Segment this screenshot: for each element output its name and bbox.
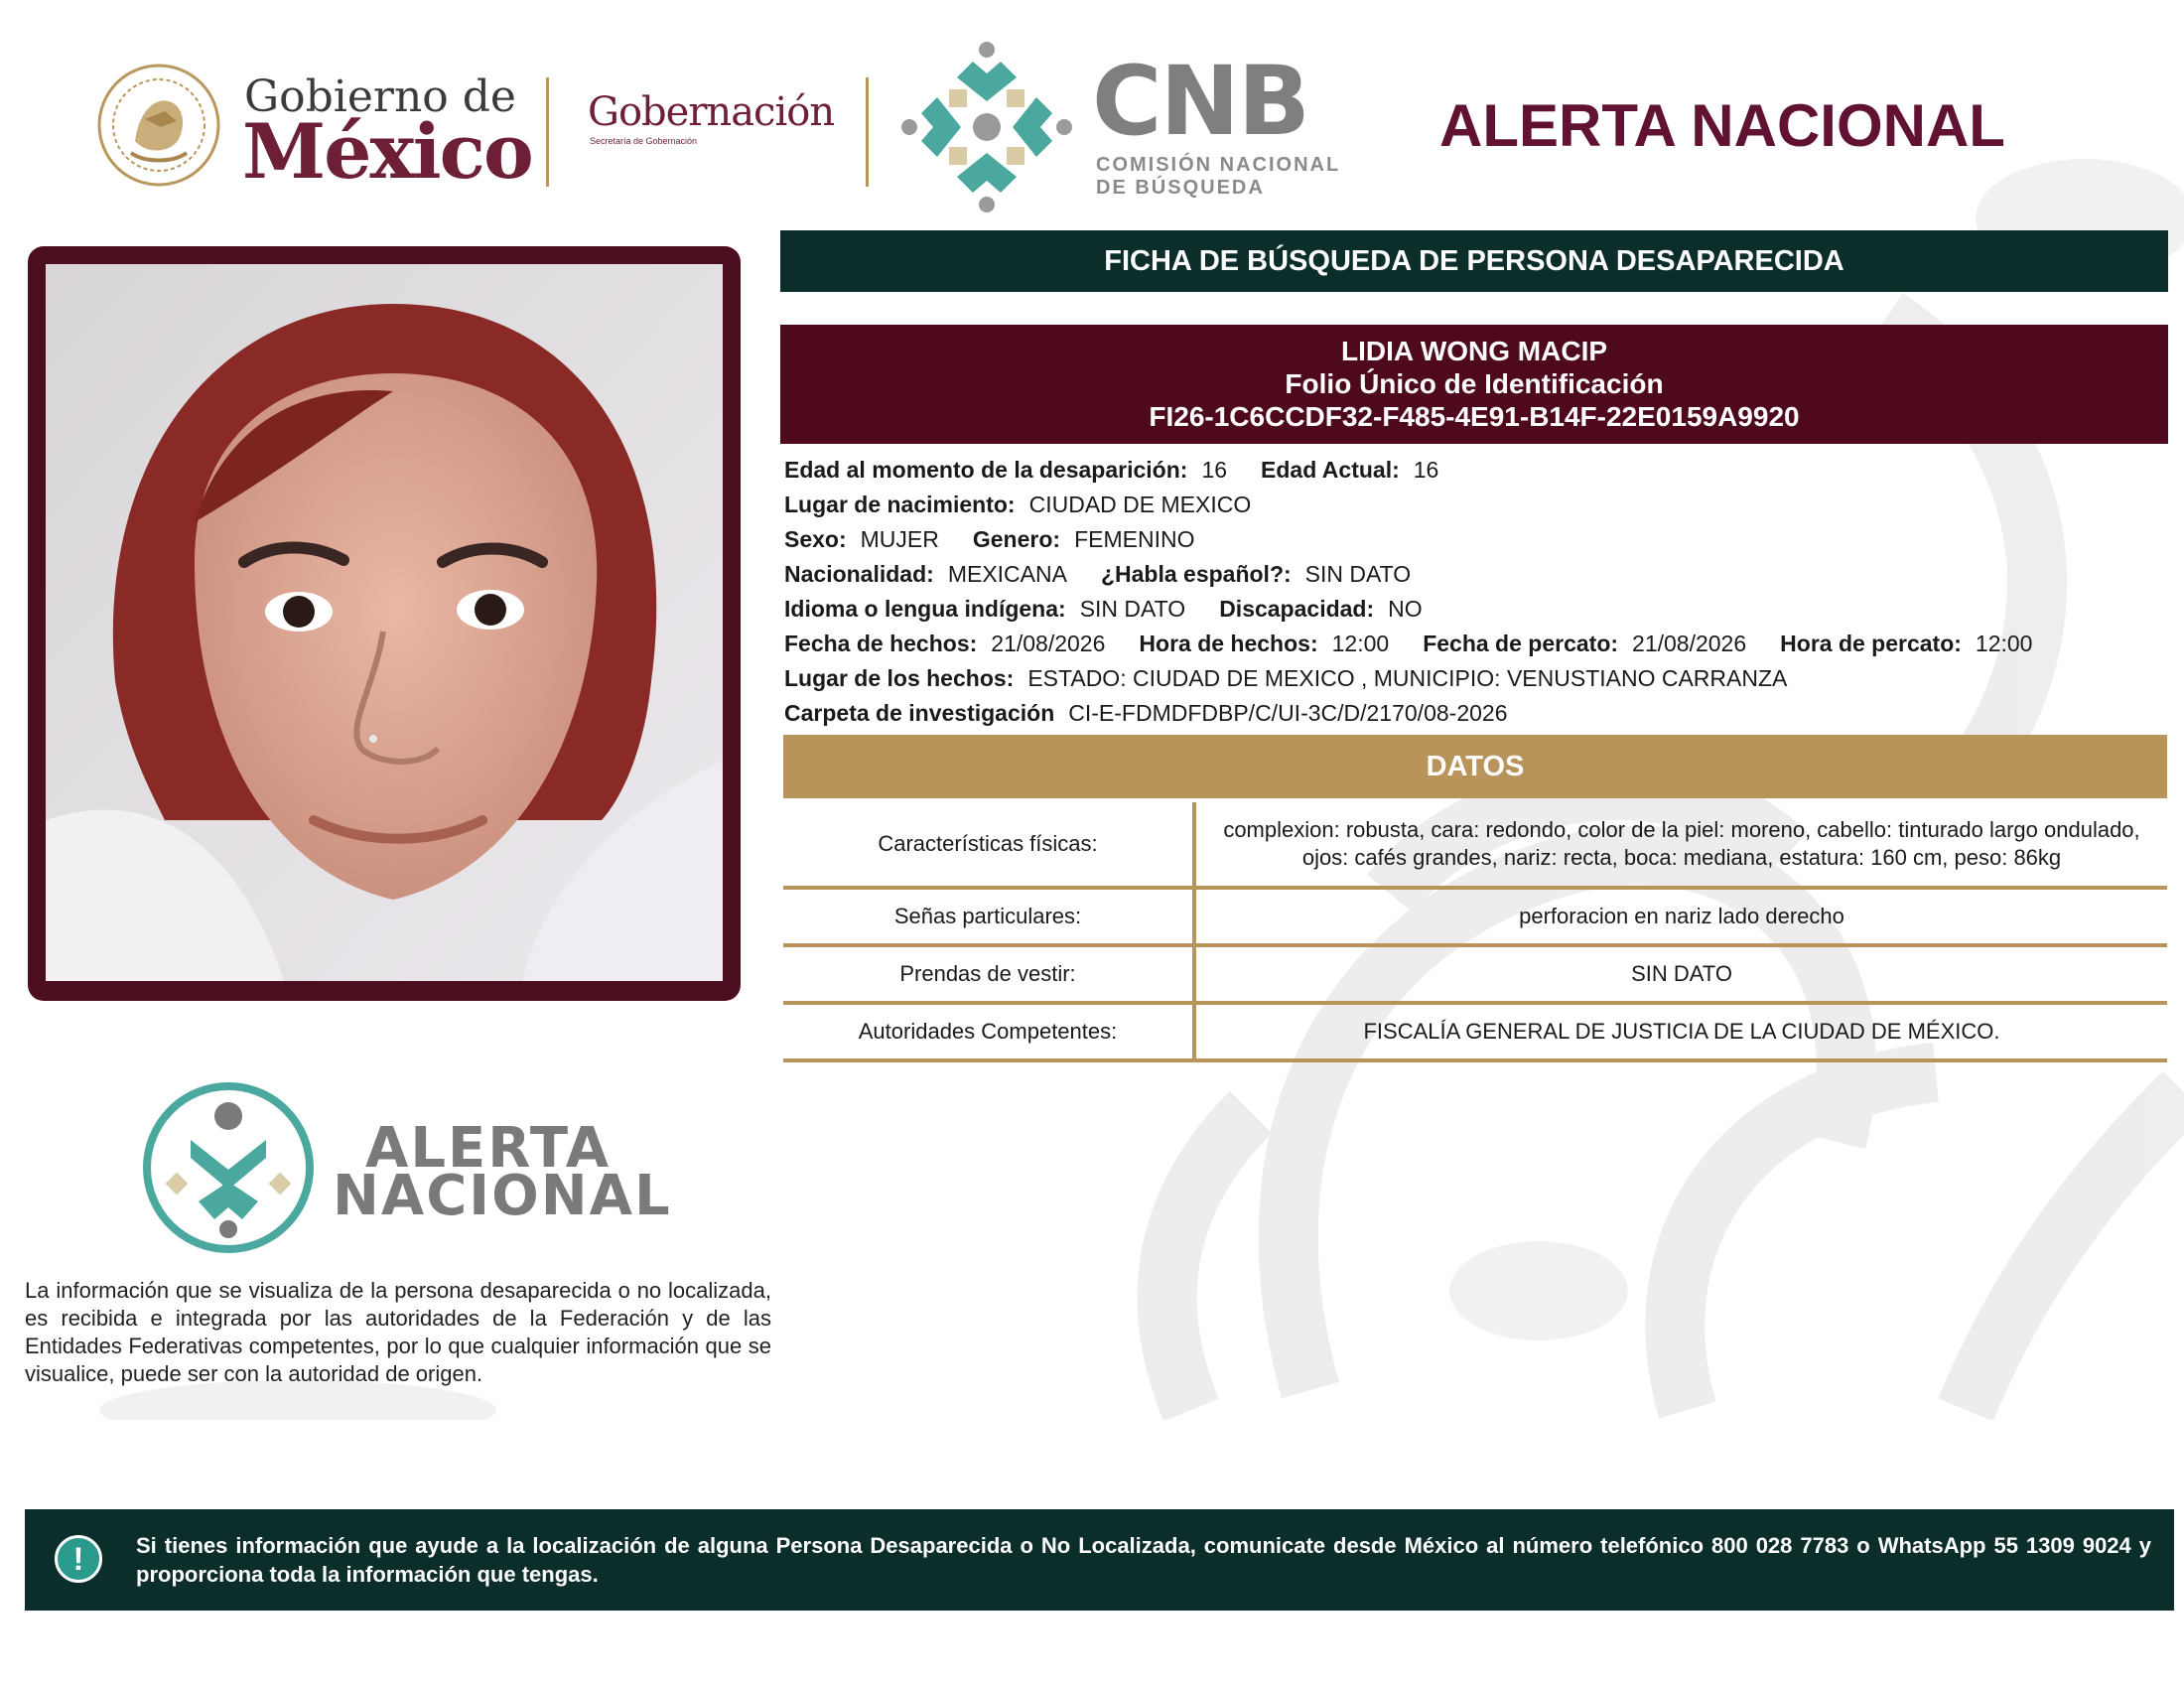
- table-row: [783, 890, 2167, 947]
- table-row: [783, 947, 2167, 1005]
- gobierno-de-mexico-logo: [95, 58, 532, 197]
- datos-title-bar: DATOS: [783, 735, 2167, 798]
- datos-value: perforacion en nariz lado derecho: [1519, 904, 1844, 928]
- escudo-nacional-icon: [95, 62, 222, 189]
- datos-value: complexion: robusta, cara: redondo, color de la piel: moreno, cabello: tinturado largo ondulado, ojos: cafés grandes, nariz: recta, boca: mediana, estatura: 160 cm, peso: 86kg: [1223, 817, 2140, 870]
- table-row: [783, 1005, 2167, 1062]
- datos-label: Señas particulares:: [783, 890, 1196, 943]
- cnb-subtitle-2: DE BÚSQUEDA: [1096, 177, 1265, 199]
- datos-label: Prendas de vestir:: [783, 947, 1196, 1001]
- cnb-subtitle-1: COMISIÓN NACIONAL: [1096, 154, 1341, 176]
- alerta-logo-line2: NACIONAL: [333, 1164, 672, 1228]
- header-divider: [546, 77, 549, 187]
- cnb-wordmark: CNB: [1092, 46, 1308, 157]
- header-divider: [866, 77, 869, 187]
- datos-value: SIN DATO: [1631, 961, 1732, 986]
- detail-row-edad: Edad al momento de la desaparición: 16 Edad Actual: 16: [784, 457, 1439, 483]
- detail-row-carpeta: Carpeta de investigación CI-E-FDMDFDBP/C/UI-3C/D/2170/08-2026: [784, 700, 1508, 726]
- person-name: LIDIA WONG MACIP: [1340, 336, 1608, 366]
- datos-table: [783, 802, 2167, 1062]
- exclamation-icon: !: [55, 1535, 102, 1583]
- ficha-title-bar: FICHA DE BÚSQUEDA DE PERSONA DESAPARECIDA: [780, 230, 2168, 292]
- folio-value: FI26-1C6CCDF32-F485-4E91-B14F-22E0159A9920: [1149, 401, 1800, 432]
- detail-row-nacimiento: Lugar de nacimiento: CIUDAD DE MEXICO: [784, 492, 1252, 517]
- disclaimer-text: La información que se visualiza de la persona desaparecida o no localizada, es recibida e integrada por las autoridades de la Federación y de las Entidades Federativas competentes, por lo que cualquier información que se visualice, puede ser con la autoridad de origen.: [25, 1278, 771, 1386]
- cnb-emblem-icon: [897, 38, 1076, 216]
- gobierno-label: Gobierno de: [244, 71, 516, 122]
- alerta-nacional-title: ALERTA NACIONAL: [1439, 92, 2005, 159]
- alerta-logo-line1: ALERTA: [365, 1116, 612, 1181]
- datos-label: Autoridades Competentes:: [783, 1005, 1196, 1058]
- mexico-label: México: [242, 107, 532, 196]
- folio-label: Folio Único de Identificación: [1285, 368, 1664, 399]
- detail-row-sexo: Sexo: MUJER Genero: FEMENINO: [784, 526, 1195, 552]
- detail-row-idioma: Idioma o lengua indígena: SIN DATO Discapacidad: NO: [784, 596, 1423, 622]
- datos-value: FISCALÍA GENERAL DE JUSTICIA DE LA CIUDAD DE MÉXICO.: [1363, 1019, 2000, 1044]
- gobernacion-sub: Secretaría de Gobernación: [590, 136, 698, 146]
- datos-label: Características físicas:: [783, 802, 1196, 886]
- person-photo: [46, 264, 723, 981]
- footer-text: Si tienes información que ayude a la localización de alguna Persona Desaparecida o No Localizada, comunicate desde México al número telefónico 800 028 7783 o WhatsApp 55 1309 9024 y proporciona toda la información que tengas.: [136, 1533, 2151, 1587]
- detail-row-nacionalidad: Nacionalidad: MEXICANA ¿Habla español?: SIN DATO: [784, 561, 1412, 587]
- detail-row-lugar-hechos: Lugar de los hechos: ESTADO: CIUDAD DE MEXICO , MUNICIPIO: VENUSTIANO CARRANZA: [784, 665, 1788, 691]
- table-row: [783, 802, 2167, 890]
- footer-banner: [25, 1509, 2174, 1611]
- gobernacion-logo: Gobernación: [588, 89, 835, 135]
- detail-row-fechas: Fecha de hechos: 21/08/2026 Hora de hechos: 12:00 Fecha de percato: 21/08/2026 Hora de percato: 12:00: [784, 631, 2033, 656]
- alerta-nacional-emblem-icon: [139, 1078, 318, 1257]
- person-header: [780, 325, 2168, 444]
